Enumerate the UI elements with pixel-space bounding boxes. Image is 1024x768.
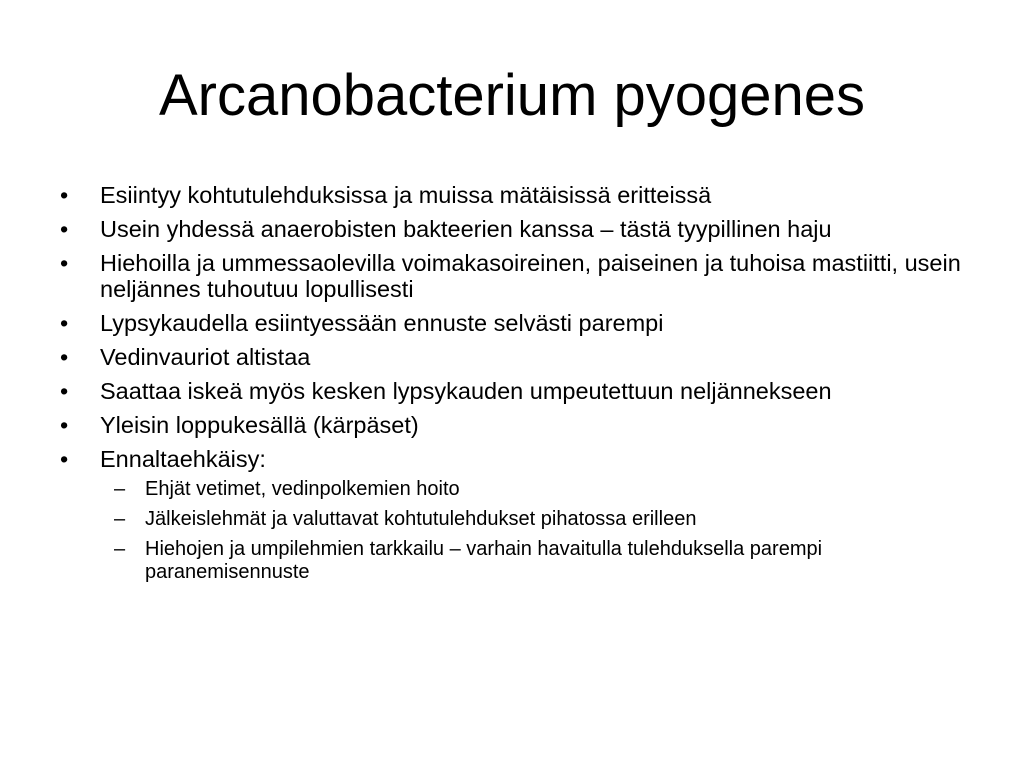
slide-title: Arcanobacterium pyogenes xyxy=(158,63,866,128)
sub-list-item xyxy=(100,538,965,584)
list-item xyxy=(60,250,965,302)
slide-content xyxy=(60,182,965,591)
dash-icon: – xyxy=(114,478,126,500)
bullet-icon: • xyxy=(60,412,69,438)
list-item-text: Yleisin loppukesällä (kärpäset) xyxy=(100,412,419,438)
list-item-text: Saattaa iskeä myös kesken lypsykauden umpeutettuun neljännekseen xyxy=(100,378,832,404)
bullet-list xyxy=(60,182,965,584)
list-item xyxy=(60,446,965,584)
list-item-text: Hiehoilla ja ummessaolevilla voimakasoireinen, paiseinen ja tuhoisa mastiitti, usein neljännes tuhoutuu lopullisesti xyxy=(100,250,961,302)
bullet-icon: • xyxy=(60,446,69,472)
list-item-text: Vedinvauriot altistaa xyxy=(100,344,311,370)
list-item-text: Ennaltaehkäisy: xyxy=(100,446,266,472)
list-item xyxy=(60,412,965,438)
list-item-text: Usein yhdessä anaerobisten bakteerien kanssa – tästä tyypillinen haju xyxy=(100,216,832,242)
bullet-icon: • xyxy=(60,344,69,370)
bullet-icon: • xyxy=(60,310,69,336)
bullet-icon: • xyxy=(60,182,69,208)
list-item xyxy=(60,182,965,208)
sub-list-item xyxy=(100,508,965,531)
dash-icon: – xyxy=(114,508,126,530)
list-item xyxy=(60,344,965,370)
list-item-text: Esiintyy kohtutulehduksissa ja muissa mätäisissä eritteissä xyxy=(100,182,712,208)
sub-list-item-text: Jälkeislehmät ja valuttavat kohtutulehdukset pihatossa erilleen xyxy=(145,508,697,530)
sub-list-item-text: Ehjät vetimet, vedinpolkemien hoito xyxy=(145,478,460,500)
list-item xyxy=(60,378,965,404)
list-item-text: Lypsykaudella esiintyessään ennuste selvästi parempi xyxy=(100,310,664,336)
sub-bullet-list xyxy=(100,478,965,584)
bullet-icon: • xyxy=(60,378,69,404)
bullet-icon: • xyxy=(60,250,69,276)
sub-list-item xyxy=(100,478,965,501)
sub-list-item-text: Hiehojen ja umpilehmien tarkkailu – varhain havaitulla tulehduksella parempi paranemisennuste xyxy=(145,538,823,583)
bullet-icon: • xyxy=(60,216,69,242)
list-item xyxy=(60,216,965,242)
dash-icon: – xyxy=(114,538,126,560)
list-item xyxy=(60,310,965,336)
